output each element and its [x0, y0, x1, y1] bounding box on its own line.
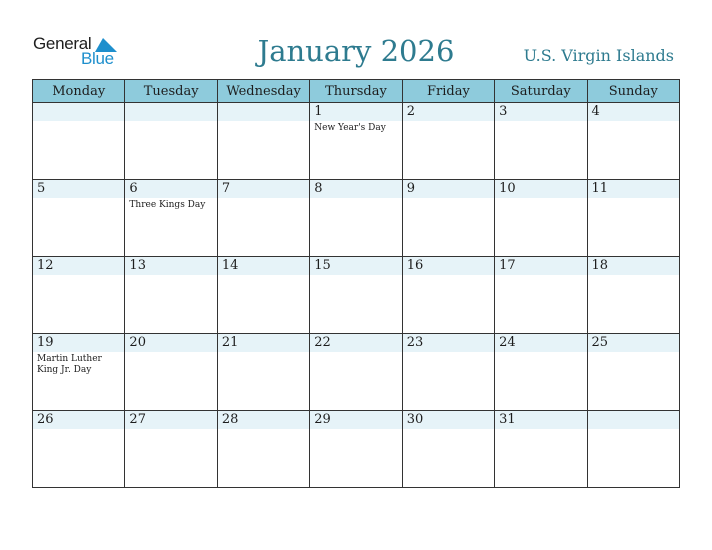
weekday-header: Thursday [310, 80, 402, 103]
week-row [33, 180, 680, 257]
day-cell [310, 334, 402, 411]
holiday-label: Martin Luther King Jr. Day [37, 354, 102, 375]
day-band [310, 334, 401, 352]
day-cell [587, 257, 679, 334]
day-cell [495, 334, 587, 411]
day-number: 26 [37, 412, 54, 427]
day-cell [310, 411, 402, 488]
day-band [495, 334, 586, 352]
day-band [403, 180, 494, 198]
day-band [588, 257, 679, 275]
weekday-header: Tuesday [125, 80, 217, 103]
day-cell [495, 411, 587, 488]
day-band [588, 334, 679, 352]
day-cell [217, 257, 309, 334]
day-band [125, 257, 216, 275]
day-band [33, 180, 124, 198]
region-label: U.S. Virgin Islands [523, 46, 674, 65]
day-cell [217, 411, 309, 488]
day-cell [217, 180, 309, 257]
day-band [33, 411, 124, 429]
day-cell [33, 180, 125, 257]
day-cell [33, 257, 125, 334]
day-number: 13 [129, 258, 146, 273]
day-number: 5 [37, 181, 46, 196]
week-row [33, 411, 680, 488]
day-number: 6 [129, 181, 138, 196]
day-cell [33, 411, 125, 488]
day-cell [310, 103, 402, 180]
day-cell [125, 103, 217, 180]
day-number: 14 [221, 258, 239, 273]
day-cell [33, 103, 125, 180]
day-cell [310, 180, 402, 257]
day-number: 17 [499, 258, 516, 273]
day-cell [495, 180, 587, 257]
day-number: 10 [499, 181, 516, 196]
day-cell [125, 334, 217, 411]
day-number: 19 [37, 335, 54, 350]
day-cell [402, 334, 494, 411]
day-number: 28 [221, 412, 239, 427]
day-number: 1 [314, 104, 323, 119]
day-band [125, 411, 216, 429]
day-band [403, 334, 494, 352]
day-number: 7 [221, 181, 231, 196]
day-band [125, 334, 216, 352]
day-number: 31 [499, 412, 516, 427]
day-band [218, 257, 309, 275]
day-band [310, 103, 401, 121]
day-band [33, 257, 124, 275]
day-band [310, 257, 401, 275]
day-band [310, 180, 401, 198]
day-band [495, 103, 586, 121]
day-number: 22 [314, 335, 331, 350]
day-band [495, 180, 586, 198]
day-number: 11 [591, 181, 609, 196]
week-row [33, 257, 680, 334]
week-row [33, 103, 680, 180]
day-band [588, 411, 679, 429]
day-band [310, 411, 401, 429]
day-number: 12 [37, 258, 54, 273]
day-number: 21 [221, 335, 239, 350]
day-number: 23 [406, 335, 424, 350]
logo-text-blue: Blue [81, 49, 114, 68]
weekday-header: Monday [33, 80, 125, 103]
day-cell [402, 257, 494, 334]
day-band [588, 103, 679, 121]
day-number: 27 [129, 412, 146, 427]
day-number: 30 [406, 412, 424, 427]
calendar-grid [32, 79, 680, 488]
day-number: 16 [406, 258, 424, 273]
day-cell [125, 257, 217, 334]
day-cell [310, 257, 402, 334]
day-cell [217, 334, 309, 411]
day-number: 8 [314, 181, 323, 196]
weekday-header: Wednesday [217, 80, 309, 103]
holiday-label: New Year's Day [314, 123, 386, 133]
day-number: 29 [314, 412, 331, 427]
day-number: 4 [591, 104, 600, 119]
logo-text-general: General [33, 34, 92, 53]
weekday-header: Friday [402, 80, 494, 103]
day-band [588, 180, 679, 198]
day-cell [402, 180, 494, 257]
day-number: 25 [591, 335, 609, 350]
day-number: 18 [591, 258, 609, 273]
day-cell [125, 180, 217, 257]
day-cell [402, 103, 494, 180]
day-band [403, 103, 494, 121]
calendar-body [33, 103, 680, 488]
day-cell [495, 103, 587, 180]
day-cell [217, 103, 309, 180]
day-band [495, 411, 586, 429]
day-cell [402, 411, 494, 488]
day-cell [587, 334, 679, 411]
day-band [218, 180, 309, 198]
day-band [33, 334, 124, 352]
day-band [403, 257, 494, 275]
day-band [218, 334, 309, 352]
weekday-header: Sunday [587, 80, 679, 103]
holiday-label: Three Kings Day [129, 200, 206, 210]
day-band [218, 103, 309, 121]
week-row [33, 334, 680, 411]
day-number: 15 [314, 258, 331, 273]
day-cell [33, 334, 125, 411]
day-band [218, 411, 309, 429]
weekday-header-row [33, 80, 680, 103]
page-title: January 2026 [257, 34, 455, 68]
day-number: 3 [499, 104, 508, 119]
day-band [495, 257, 586, 275]
day-number: 9 [406, 181, 415, 196]
day-band [403, 411, 494, 429]
day-cell [587, 411, 679, 488]
day-band [33, 103, 124, 121]
day-number: 20 [129, 335, 146, 350]
day-number: 2 [406, 104, 415, 119]
weekday-header: Saturday [495, 80, 587, 103]
day-cell [125, 411, 217, 488]
day-number: 24 [499, 335, 516, 350]
day-cell [587, 103, 679, 180]
day-band [125, 103, 216, 121]
day-cell [587, 180, 679, 257]
day-cell [495, 257, 587, 334]
day-band [125, 180, 216, 198]
